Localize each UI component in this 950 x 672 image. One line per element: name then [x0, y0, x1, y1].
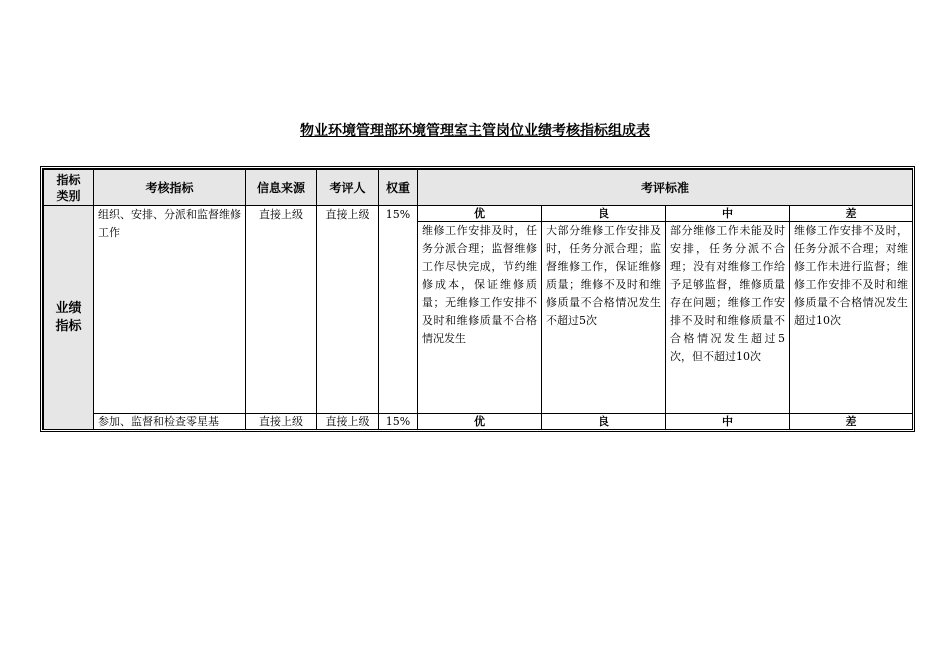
table-row — [44, 206, 913, 222]
header-source: 信息来源 — [246, 170, 317, 206]
weight-cell: 15% — [379, 206, 418, 414]
category-cell: 业绩指标 — [44, 206, 94, 430]
level-good: 良 — [542, 414, 666, 430]
weight-cell: 15% — [379, 414, 418, 430]
header-indicator: 考核指标 — [94, 170, 246, 206]
header-evaluator: 考评人 — [317, 170, 379, 206]
criteria-poor: 维修工作安排不及时，任务分派不合理；对维修工作未进行监督；维修工作安排不及时和维修质量不合格情况发生超过10次 — [790, 222, 913, 414]
source-cell: 直接上级 — [246, 206, 317, 414]
page-title: 物业环境管理部环境管理室主管岗位业绩考核指标组成表 — [300, 123, 650, 139]
indicator-cell: 参加、监督和检查零星基 — [94, 414, 246, 430]
header-row — [44, 170, 913, 206]
kpi-table-frame — [40, 166, 915, 432]
level-average: 中 — [666, 206, 790, 222]
criteria-average: 部分维修工作未能及时安排，任务分派不合理；没有对维修工作给予足够监督，维修质量存在问题；维修工作安排不及时和维修质量不合格情况发生超过5次，但不超过10次 — [666, 222, 790, 414]
indicator-cell: 组织、安排、分派和监督维修工作 — [94, 206, 246, 414]
level-poor: 差 — [790, 206, 913, 222]
kpi-table — [43, 169, 913, 430]
header-category: 指标类别 — [44, 170, 94, 206]
level-excellent: 优 — [418, 414, 542, 430]
criteria-excellent: 维修工作安排及时，任务分派合理；监督维修工作尽快完成，节约维修成本，保证维修质量；无维修工作安排不及时和维修质量不合格情况发生 — [418, 222, 542, 414]
header-weight: 权重 — [379, 170, 418, 206]
level-poor: 差 — [790, 414, 913, 430]
level-good: 良 — [542, 206, 666, 222]
criteria-good: 大部分维修工作安排及时，任务分派合理；监督维修工作，保证维修质量；维修不及时和维修质量不合格情况发生不超过5次 — [542, 222, 666, 414]
header-standard: 考评标准 — [418, 170, 913, 206]
source-cell: 直接上级 — [246, 414, 317, 430]
evaluator-cell: 直接上级 — [317, 206, 379, 414]
table-row — [44, 414, 913, 430]
level-average: 中 — [666, 414, 790, 430]
level-excellent: 优 — [418, 206, 542, 222]
evaluator-cell: 直接上级 — [317, 414, 379, 430]
